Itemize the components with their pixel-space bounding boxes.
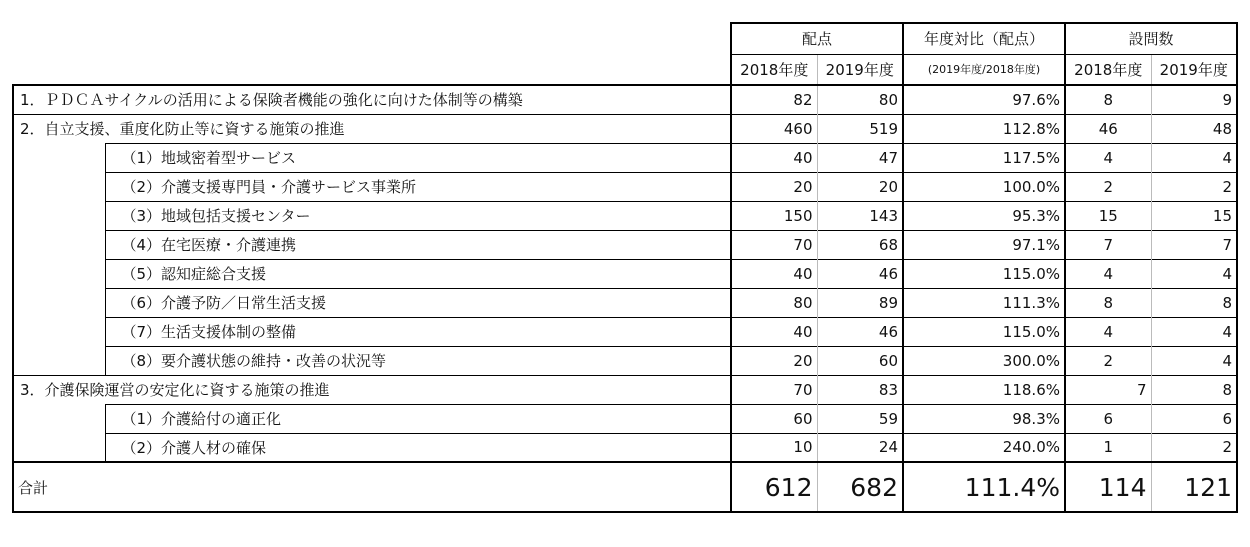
questions-2018-cell: 7 [1065, 230, 1151, 259]
score-2019-cell: 80 [817, 85, 903, 114]
score-2019-cell: 143 [817, 201, 903, 230]
table-row [13, 172, 1237, 201]
score-2018-cell: 460 [731, 114, 817, 143]
score-2018-cell: 80 [731, 288, 817, 317]
table-row [13, 346, 1237, 375]
indent-spacer [13, 404, 105, 462]
questions-2018-header: 2018年度 [1065, 54, 1151, 85]
total-questions-2018: 114 [1065, 462, 1151, 512]
questions-2019-cell: 2 [1151, 172, 1237, 201]
table-row [13, 201, 1237, 230]
questions-2019-cell: 4 [1151, 346, 1237, 375]
total-label: 合計 [13, 462, 731, 512]
score-2018-cell: 40 [731, 143, 817, 172]
row-label: （1）介護給付の適正化 [105, 404, 731, 433]
questions-2018-cell: 4 [1065, 317, 1151, 346]
questions-2019-cell: 6 [1151, 404, 1237, 433]
table-row [13, 85, 1237, 114]
row-label: （8）要介護状態の維持・改善の状況等 [105, 346, 731, 375]
score-2019-cell: 20 [817, 172, 903, 201]
score-2018-cell: 70 [731, 230, 817, 259]
row-label: 1．ＰＤＣＡサイクルの活用による保険者機能の強化に向けた体制等の構築 [13, 85, 731, 114]
questions-2018-cell: 2 [1065, 172, 1151, 201]
row-label: 3．介護保険運営の安定化に資する施策の推進 [13, 375, 731, 404]
score-2019-cell: 59 [817, 404, 903, 433]
questions-2018-cell: 8 [1065, 85, 1151, 114]
ratio-cell: 115.0% [903, 259, 1065, 288]
questions-2018-cell: 8 [1065, 288, 1151, 317]
table-row [13, 375, 1237, 404]
ratio-cell: 97.6% [903, 85, 1065, 114]
ratio-cell: 98.3% [903, 404, 1065, 433]
questions-2018-cell: 4 [1065, 143, 1151, 172]
table-row [13, 259, 1237, 288]
ratio-cell: 100.0% [903, 172, 1065, 201]
row-label: （1）地域密着型サービス [105, 143, 731, 172]
score-2018-cell: 70 [731, 375, 817, 404]
questions-2018-cell: 46 [1065, 114, 1151, 143]
score-2018-cell: 40 [731, 259, 817, 288]
questions-2019-cell: 4 [1151, 317, 1237, 346]
score-2019-cell: 60 [817, 346, 903, 375]
questions-group-header: 設問数 [1065, 23, 1237, 54]
total-questions-2019: 121 [1151, 462, 1237, 512]
total-score-2018: 612 [731, 462, 817, 512]
questions-2019-cell: 8 [1151, 375, 1237, 404]
row-label: （4）在宅医療・介護連携 [105, 230, 731, 259]
header-row-years [13, 54, 1237, 85]
row-label: （7）生活支援体制の整備 [105, 317, 731, 346]
score-2019-cell: 89 [817, 288, 903, 317]
score-2019-cell: 24 [817, 433, 903, 462]
ratio-cell: 97.1% [903, 230, 1065, 259]
ratio-cell: 115.0% [903, 317, 1065, 346]
row-label: （2）介護人材の確保 [105, 433, 731, 462]
score-2018-header: 2018年度 [731, 54, 817, 85]
questions-2019-cell: 4 [1151, 259, 1237, 288]
questions-2019-cell: 15 [1151, 201, 1237, 230]
score-group-header: 配点 [731, 23, 903, 54]
questions-2018-cell: 7 [1065, 375, 1151, 404]
ratio-cell: 118.6% [903, 375, 1065, 404]
table-row [13, 230, 1237, 259]
score-2019-cell: 47 [817, 143, 903, 172]
row-label: （6）介護予防／日常生活支援 [105, 288, 731, 317]
ratio-cell: 112.8% [903, 114, 1065, 143]
row-label: （3）地域包括支援センター [105, 201, 731, 230]
score-2018-cell: 82 [731, 85, 817, 114]
score-table [12, 22, 1238, 513]
questions-2018-cell: 2 [1065, 346, 1151, 375]
table-row [13, 404, 1237, 433]
ratio-cell: 117.5% [903, 143, 1065, 172]
questions-2018-cell: 4 [1065, 259, 1151, 288]
score-2019-cell: 83 [817, 375, 903, 404]
ratio-cell: 95.3% [903, 201, 1065, 230]
indent-spacer [13, 143, 105, 375]
questions-2018-cell: 6 [1065, 404, 1151, 433]
score-2018-cell: 60 [731, 404, 817, 433]
questions-2019-cell: 2 [1151, 433, 1237, 462]
table-row [13, 288, 1237, 317]
header-row-groups [13, 23, 1237, 54]
ratio-cell: 240.0% [903, 433, 1065, 462]
score-2018-cell: 20 [731, 346, 817, 375]
score-2019-cell: 68 [817, 230, 903, 259]
questions-2019-cell: 7 [1151, 230, 1237, 259]
questions-2019-cell: 9 [1151, 85, 1237, 114]
table-row [13, 317, 1237, 346]
score-2019-cell: 46 [817, 259, 903, 288]
score-2019-cell: 519 [817, 114, 903, 143]
row-label: 2．自立支援、重度化防止等に資する施策の推進 [13, 114, 731, 143]
questions-2018-cell: 1 [1065, 433, 1151, 462]
table-row [13, 114, 1237, 143]
table-row [13, 143, 1237, 172]
score-2018-cell: 40 [731, 317, 817, 346]
score-2019-cell: 46 [817, 317, 903, 346]
row-label: （2）介護支援専門員・介護サービス事業所 [105, 172, 731, 201]
total-ratio: 111.4% [903, 462, 1065, 512]
questions-2018-cell: 15 [1065, 201, 1151, 230]
ratio-group-header: 年度対比（配点） [903, 23, 1065, 54]
ratio-cell: 300.0% [903, 346, 1065, 375]
questions-2019-cell: 48 [1151, 114, 1237, 143]
score-2019-header: 2019年度 [817, 54, 903, 85]
score-2018-cell: 150 [731, 201, 817, 230]
total-score-2019: 682 [817, 462, 903, 512]
row-label: （5）認知症総合支援 [105, 259, 731, 288]
score-2018-cell: 10 [731, 433, 817, 462]
score-2018-cell: 20 [731, 172, 817, 201]
ratio-note-header: (2019年度/2018年度) [903, 54, 1065, 85]
questions-2019-cell: 4 [1151, 143, 1237, 172]
questions-2019-cell: 8 [1151, 288, 1237, 317]
questions-2019-header: 2019年度 [1151, 54, 1237, 85]
ratio-cell: 111.3% [903, 288, 1065, 317]
table-row [13, 433, 1237, 462]
total-row [13, 462, 1237, 512]
